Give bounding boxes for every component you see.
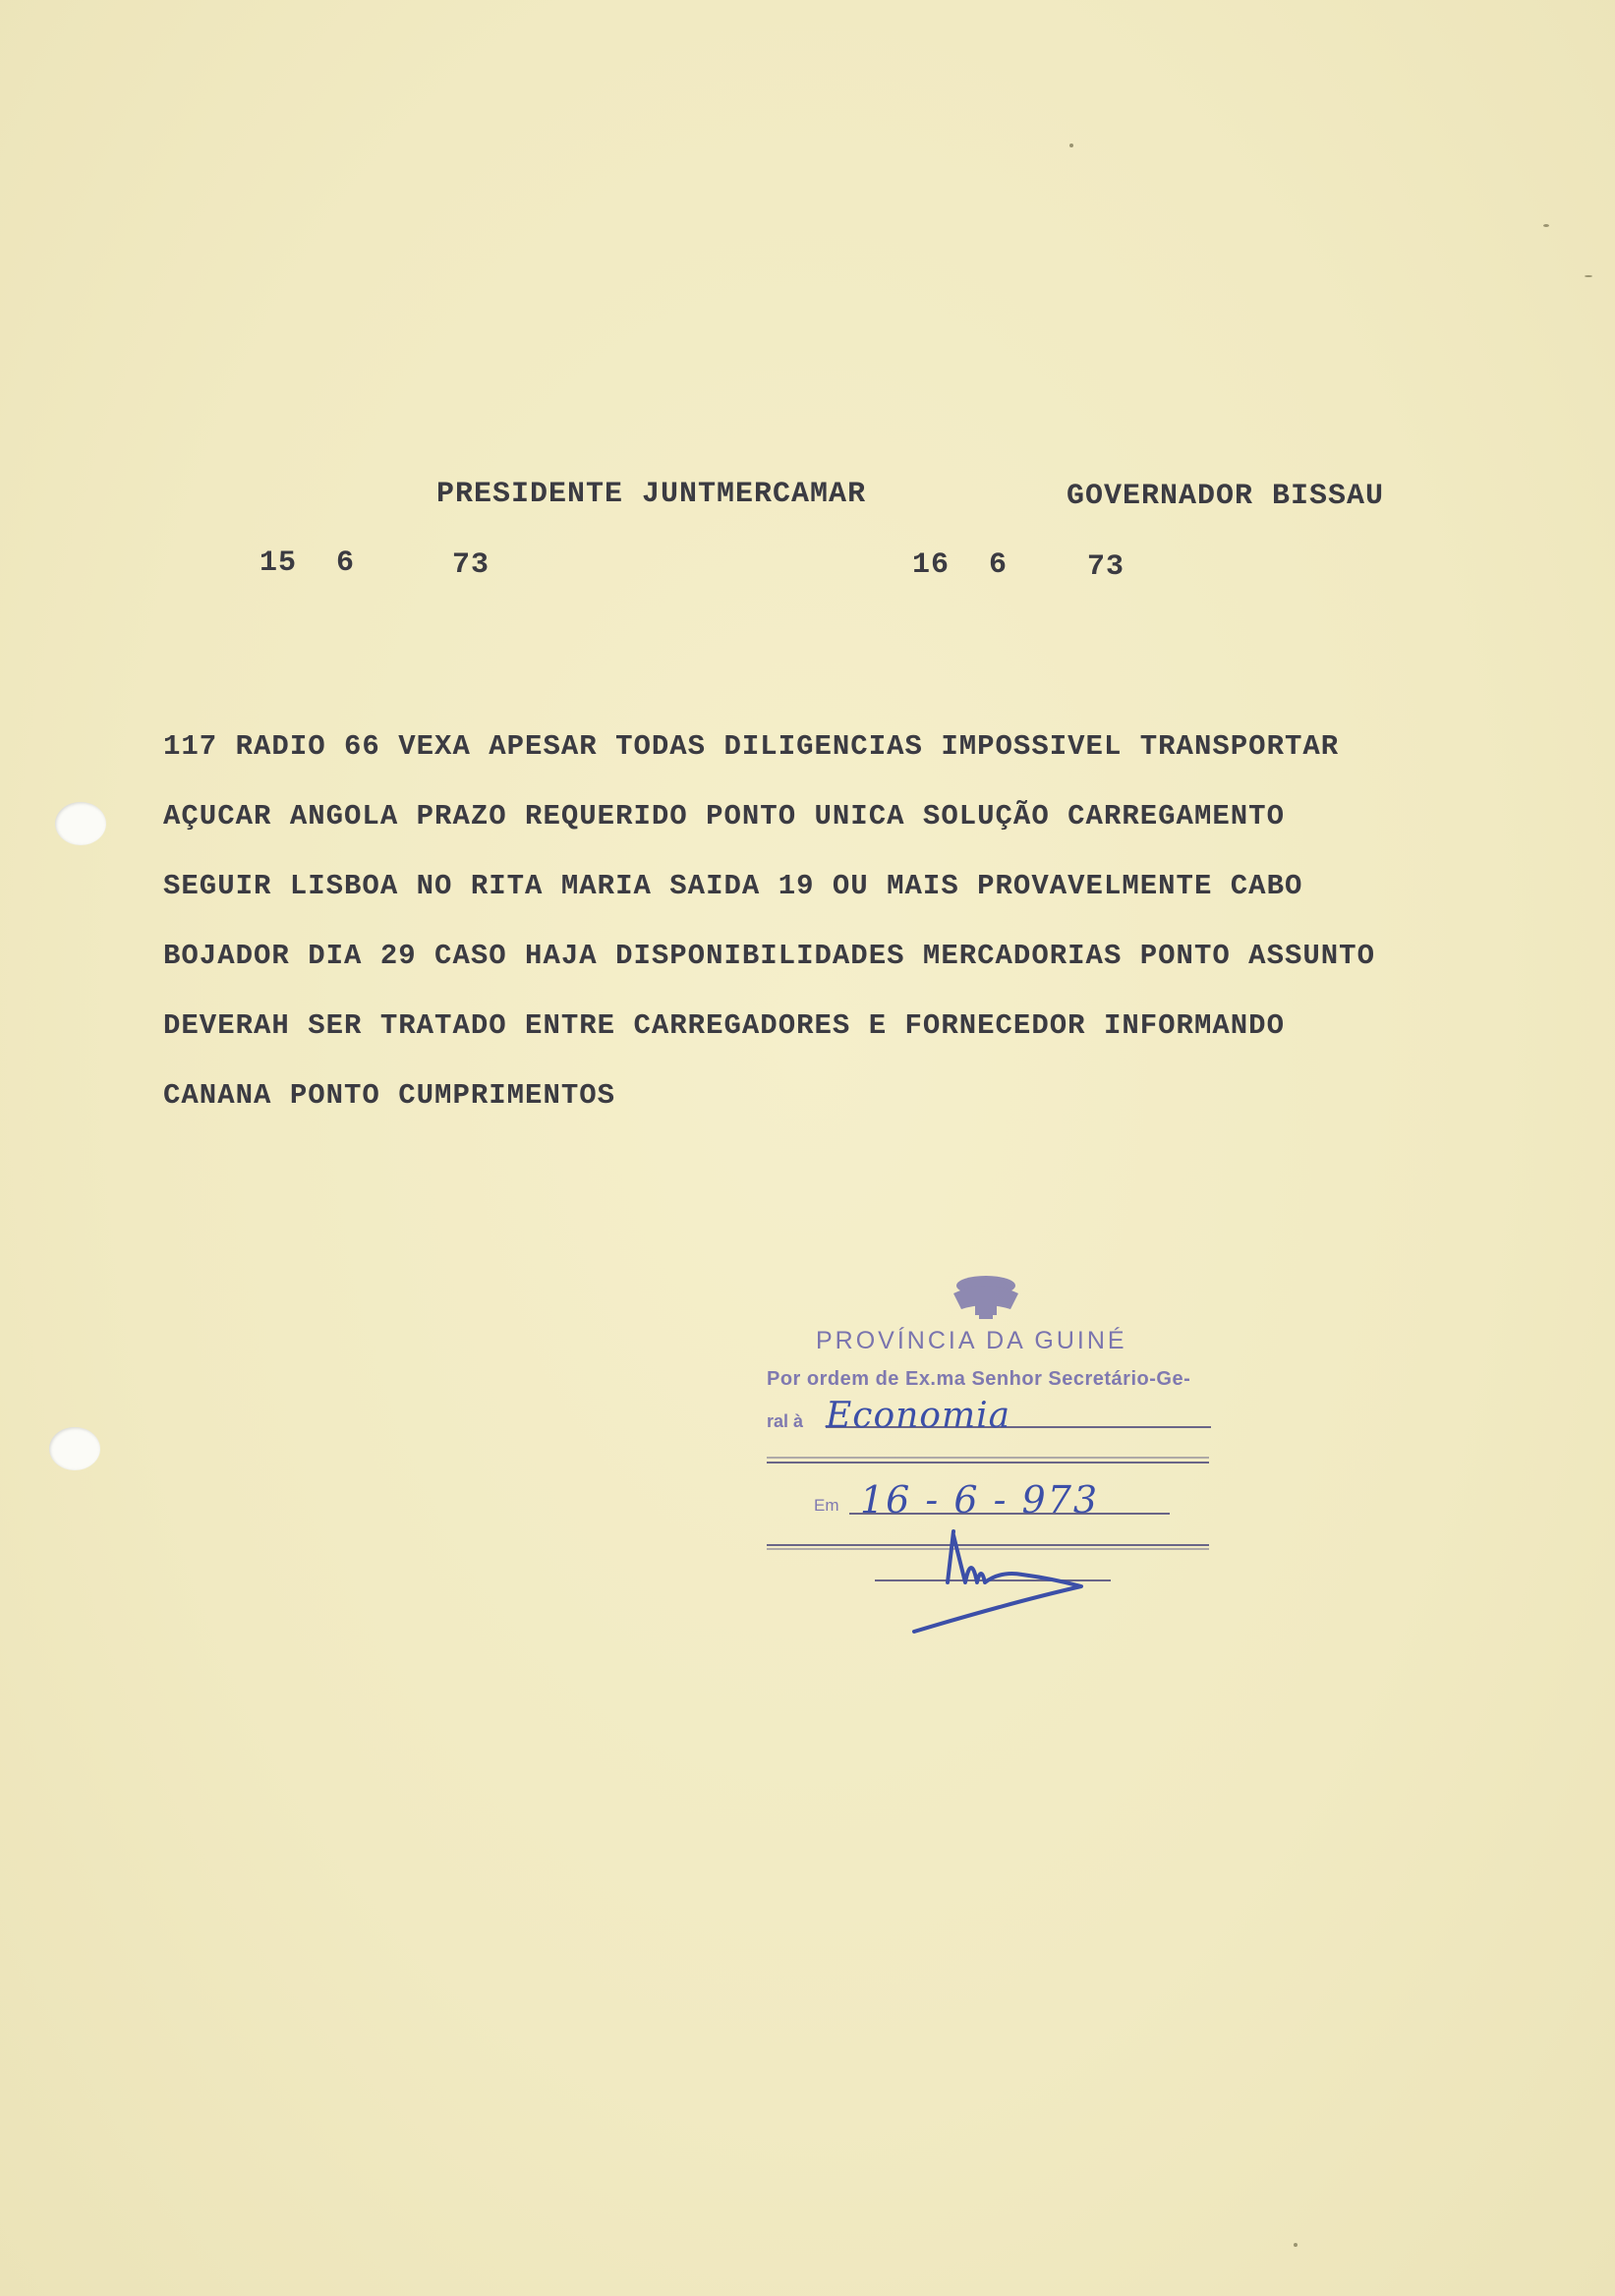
punch-hole-top (55, 802, 106, 845)
sender-date-day: 15 (260, 546, 298, 580)
message-line: DEVERAH SER TRATADO ENTRE CARREGADORES E FORNECEDOR INFORMANDO (163, 1009, 1285, 1042)
message-line: CANANA PONTO CUMPRIMENTOS (163, 1079, 616, 1112)
recipient-date-year: 73 (1087, 550, 1125, 584)
stamp-title: PROVÍNCIA DA GUINÉ (816, 1327, 1127, 1354)
paper-speck (1294, 2243, 1298, 2247)
recipient-date-month: 6 (989, 548, 1009, 582)
punch-hole-bottom (49, 1427, 100, 1470)
sender-date-month: 6 (336, 546, 356, 580)
handwritten-department: Economia (826, 1396, 1011, 1436)
paper-speck (1069, 144, 1073, 147)
message-line: SEGUIR LISBOA NO RITA MARIA SAIDA 19 OU MAIS PROVAVELMENTE CABO (163, 870, 1303, 902)
message-line: 117 RADIO 66 VEXA APESAR TODAS DILIGENCIAS IMPOSSIVEL TRANSPORTAR (163, 730, 1340, 763)
message-line: BOJADOR DIA 29 CASO HAJA DISPONIBILIDADES MERCADORIAS PONTO ASSUNTO (163, 940, 1375, 972)
stamp-authority-line-continued: ral à (767, 1411, 804, 1431)
sender-date-year: 73 (452, 548, 490, 582)
paper-speck (1543, 224, 1549, 227)
sender-address: PRESIDENTE JUNTMERCAMAR (436, 478, 867, 511)
handwritten-date: 16 - 6 - 973 (860, 1478, 1100, 1521)
official-stamp (757, 1258, 1229, 1651)
stamp-date-label: Em (814, 1496, 839, 1515)
recipient-address: GOVERNADOR BISSAU (1067, 480, 1385, 513)
coat-of-arms-icon (757, 1258, 1229, 1651)
message-line: AÇUCAR ANGOLA PRAZO REQUERIDO PONTO UNICA SOLUÇÃO CARREGAMENTO (163, 800, 1285, 832)
message-body (163, 727, 1375, 1146)
recipient-date-day: 16 (912, 548, 951, 582)
paper-speck (1585, 275, 1592, 277)
stamp-authority-line: Por ordem de Ex.ma Senhor Secretário-Ge- (767, 1368, 1191, 1390)
